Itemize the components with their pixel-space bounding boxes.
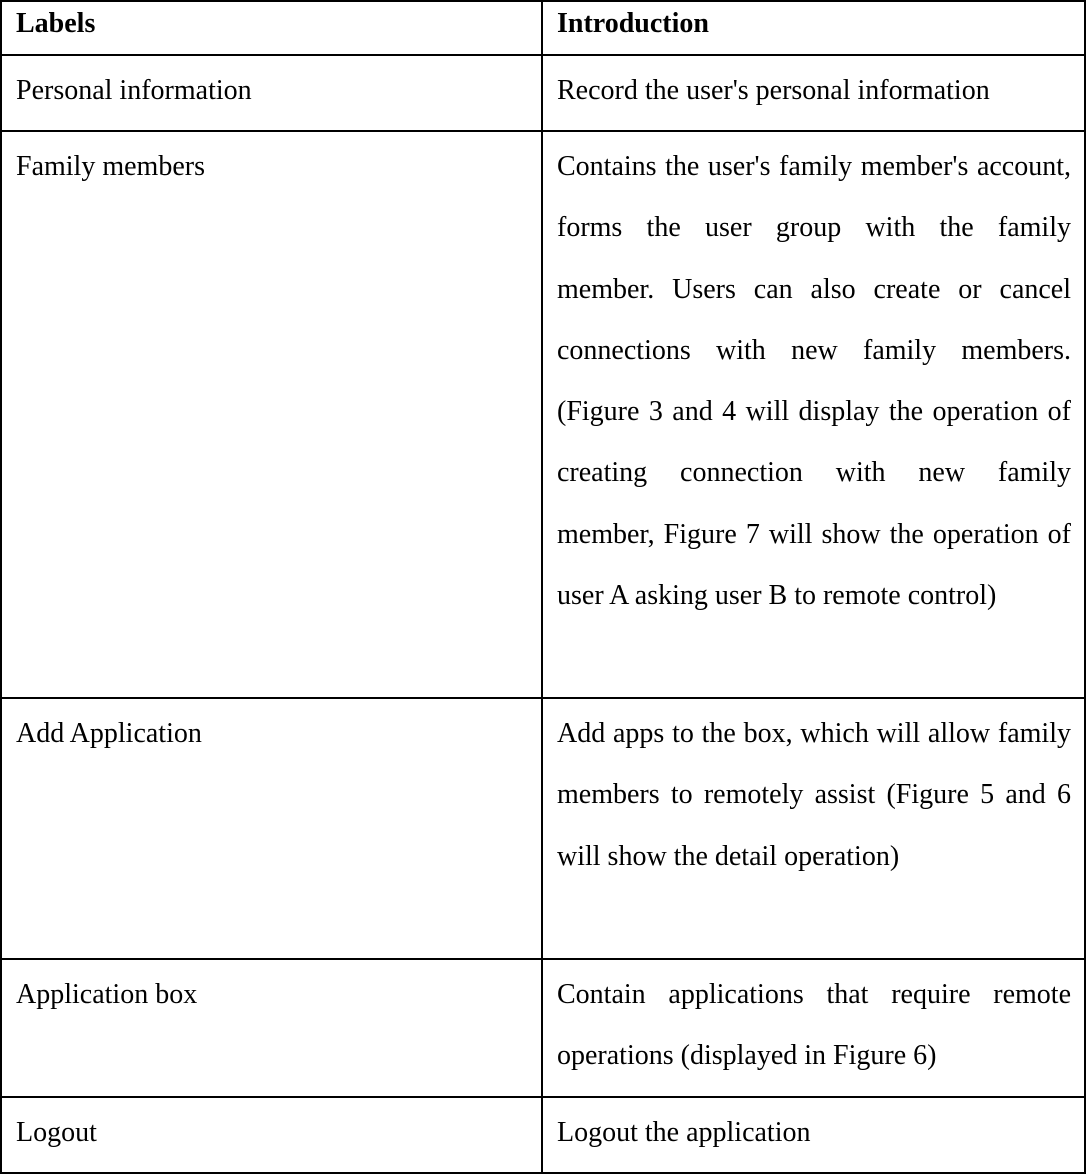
row-introduction-add-application: Add apps to the box, which will allow family members to remotely assist (Figure 5 and 6 will show the detail operation) (542, 698, 1085, 959)
row-label-application-box: Application box (1, 959, 542, 1097)
table-row (1, 698, 1085, 959)
table-row (1, 131, 1085, 698)
row-introduction-application-box: Contain applications that require remote operations (displayed in Figure 6) (542, 959, 1085, 1097)
column-header-labels: Labels (1, 1, 542, 55)
column-header-introduction: Introduction (542, 1, 1085, 55)
table-row (1, 1097, 1085, 1173)
row-introduction-family-members: Contains the user's family member's account, forms the user group with the family member. Users can also create or cancel connections with new family members. (Figure 3 and 4 will display the operation of creating connection with new family member, Figure 7 will show the operation of user A asking user B to remote control) (542, 131, 1085, 698)
row-label-family-members: Family members (1, 131, 542, 698)
table-row (1, 959, 1085, 1097)
row-label-add-application: Add Application (1, 698, 542, 959)
table-header-row (1, 1, 1085, 55)
row-introduction-logout: Logout the application (542, 1097, 1085, 1173)
row-label-personal-information: Personal information (1, 55, 542, 131)
row-introduction-personal-information: Record the user's personal information (542, 55, 1085, 131)
row-label-logout: Logout (1, 1097, 542, 1173)
table-row (1, 55, 1085, 131)
